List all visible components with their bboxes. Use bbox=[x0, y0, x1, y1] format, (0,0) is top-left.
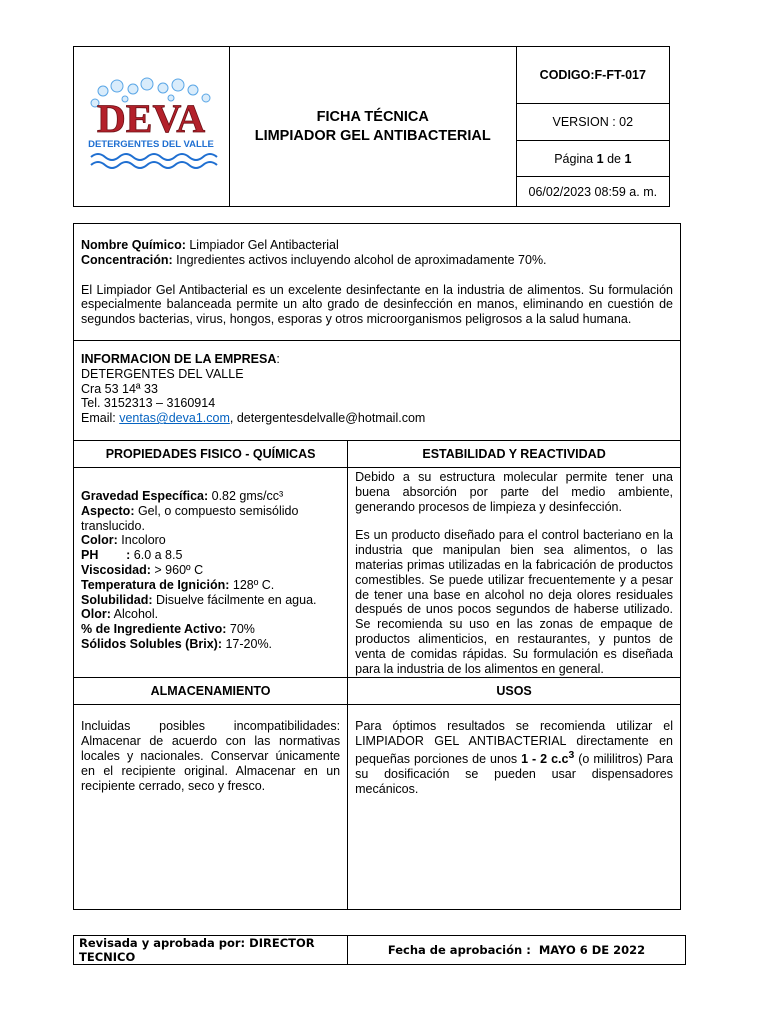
props-heading: PROPIEDADES FISICO - QUÍMICAS bbox=[74, 440, 348, 467]
uses-amount-sup: 3 bbox=[568, 749, 575, 761]
stability-paragraph-1: Debido a su estructura molecular permite tener una buena absorción por parte del medio ambiente, generando procesos de limpieza y desinfección. bbox=[355, 469, 673, 514]
property-label: Viscosidad: bbox=[81, 562, 151, 577]
uses-text bbox=[348, 705, 681, 910]
title-line-1: FICHA TÉCNICA bbox=[316, 108, 429, 125]
property-label: Color: bbox=[81, 533, 118, 548]
property-row bbox=[81, 548, 340, 563]
page-prefix: Página bbox=[554, 151, 594, 166]
property-label: Temperatura de Ignición: bbox=[81, 577, 230, 592]
chemical-name-line bbox=[81, 238, 673, 253]
approval-footer bbox=[73, 935, 686, 965]
stability-text bbox=[348, 467, 681, 677]
uses-amount bbox=[521, 749, 575, 767]
page-number: 1 bbox=[596, 151, 604, 166]
reviewed-by-value: DIRECTOR TECNICO bbox=[79, 936, 315, 964]
approval-date-label: Fecha de aprobación : bbox=[387, 943, 531, 957]
reviewed-by-cell bbox=[74, 936, 348, 965]
property-value: Alcohol. bbox=[110, 607, 159, 622]
property-row bbox=[81, 607, 340, 622]
logo-cell bbox=[74, 47, 230, 207]
approval-date-value: MAYO 6 DE 2022 bbox=[538, 943, 646, 957]
company-heading-line bbox=[81, 352, 673, 367]
deva-logo bbox=[81, 77, 221, 177]
concentration-line bbox=[81, 253, 673, 268]
company-heading: INFORMACION DE LA EMPRESA bbox=[81, 351, 277, 366]
intro-section bbox=[74, 224, 681, 341]
document-code: CODIGO:F-FT-017 bbox=[516, 47, 669, 104]
property-value: 128º C. bbox=[229, 577, 275, 592]
page-of: de bbox=[607, 151, 621, 166]
document-version: VERSION : 02 bbox=[516, 104, 669, 141]
property-value: Incoloro bbox=[117, 533, 166, 548]
email-label: Email: bbox=[81, 411, 120, 426]
concentration-value: Ingredientes activos incluyendo alcohol de aproximadamente 70%. bbox=[172, 252, 547, 267]
properties-list bbox=[74, 467, 348, 677]
uses-amount-value: 1 - 2 c.c bbox=[521, 752, 569, 767]
stability-heading: ESTABILIDAD Y REACTIVIDAD bbox=[348, 440, 681, 467]
storage-heading: ALMACENAMIENTO bbox=[74, 678, 348, 705]
document-header bbox=[73, 46, 670, 207]
property-value: Disuelve fácilmente en agua. bbox=[152, 592, 317, 607]
property-value: 17-20%. bbox=[222, 636, 273, 651]
property-row bbox=[81, 504, 340, 534]
chemical-name-label: Nombre Químico: bbox=[81, 238, 186, 252]
property-label: Aspecto: bbox=[81, 503, 135, 518]
property-row bbox=[81, 637, 340, 652]
property-label: Solubilidad: bbox=[81, 592, 153, 607]
property-label: Olor: bbox=[81, 607, 111, 622]
reviewed-by-label: Revisada y aprobada por: bbox=[79, 936, 246, 950]
property-value: > 960º C bbox=[150, 562, 204, 577]
product-description: El Limpiador Gel Antibacterial es un excelente desinfectante en la industria de alimentos. Su formulación especialmente balanceada permite un alto grado de desinfección en manos, eliminando en cuestión de segundos bacterias, virus, hongos, esporas y otros microorganismos peligrosos a la salud humana. bbox=[81, 282, 673, 327]
storage-text: Incluidas posibles incompatibilidades: Almacenar de acuerdo con las normativas locales y nacionales. Conservar únicamente en el recipiente original. Almacenar en un recipiente cerrado, seco y fresco. bbox=[74, 705, 348, 910]
property-value: Gel, o compuesto semisólido translucido. bbox=[81, 503, 299, 533]
logo-subtitle: DETERGENTES DEL VALLE bbox=[88, 138, 215, 150]
page-total: 1 bbox=[624, 151, 632, 166]
property-row bbox=[81, 489, 340, 504]
uses-part-2: (o mililitros) Para su dosificación se pueden usar dispensadores mecánicos. bbox=[355, 752, 673, 796]
company-phone: Tel. 3152313 – 3160914 bbox=[81, 396, 216, 411]
email-link[interactable]: ventas@deva1.com bbox=[119, 411, 230, 426]
company-section bbox=[74, 340, 681, 440]
concentration-label: Concentración: bbox=[81, 252, 173, 267]
property-value: 6.0 a 8.5 bbox=[130, 548, 183, 563]
property-row bbox=[81, 533, 340, 548]
property-label: Sólidos Solubles (Brix): bbox=[81, 636, 222, 651]
company-name: DETERGENTES DEL VALLE bbox=[81, 366, 244, 381]
chemical-name-value: Limpiador Gel Antibacterial bbox=[185, 238, 339, 252]
property-row bbox=[81, 578, 340, 593]
stability-paragraph-2: Es un producto diseñado para el control bacteriano en la industria que manipulan bien sea alimentos, o las materias primas utilizadas en la fabricación de productos comestibles. Se puede utilizar frecuentemente y a pesar de tener una base en alcohol no deja olores residuales después de unos pocos segundos de haberse utilizado. Se recomienda su uso en las zonas de empaque de productos alimenticios, en restaurantes, y puntos de venta de comidas rápidas. Su formulación es diseñada para la industria de los alimentos en general. bbox=[355, 528, 673, 676]
property-label: Gravedad Específica: bbox=[81, 488, 209, 503]
company-heading-colon: : bbox=[276, 351, 280, 366]
property-row bbox=[81, 563, 340, 578]
property-label: PH : bbox=[81, 548, 131, 563]
title-line-2: LIMPIADOR GEL ANTIBACTERIAL bbox=[254, 127, 491, 144]
logo-brand: DEVA bbox=[97, 95, 206, 141]
document-datetime: 06/02/2023 08:59 a. m. bbox=[516, 177, 669, 207]
logo-waves bbox=[91, 154, 217, 168]
property-row bbox=[81, 593, 340, 608]
page-indicator bbox=[516, 141, 669, 177]
property-row bbox=[81, 622, 340, 637]
email-secondary: , detergentesdelvalle@hotmail.com bbox=[229, 411, 426, 426]
company-email-line bbox=[81, 411, 673, 426]
approval-date-cell bbox=[348, 936, 686, 965]
property-label: % de Ingrediente Activo: bbox=[81, 622, 227, 637]
property-value: 70% bbox=[226, 622, 255, 637]
property-value: 0.82 gms/cc³ bbox=[208, 488, 284, 503]
uses-heading: USOS bbox=[348, 678, 681, 705]
document-title bbox=[229, 47, 516, 207]
technical-sheet-body bbox=[73, 223, 681, 910]
uses-part-1: Para óptimos resultados se recomienda utilizar el LIMPIADOR GEL ANTIBACTERIAL directamente en pequeñas porciones de unos bbox=[355, 719, 673, 767]
company-address: Cra 53 14ª 33 bbox=[81, 381, 158, 396]
